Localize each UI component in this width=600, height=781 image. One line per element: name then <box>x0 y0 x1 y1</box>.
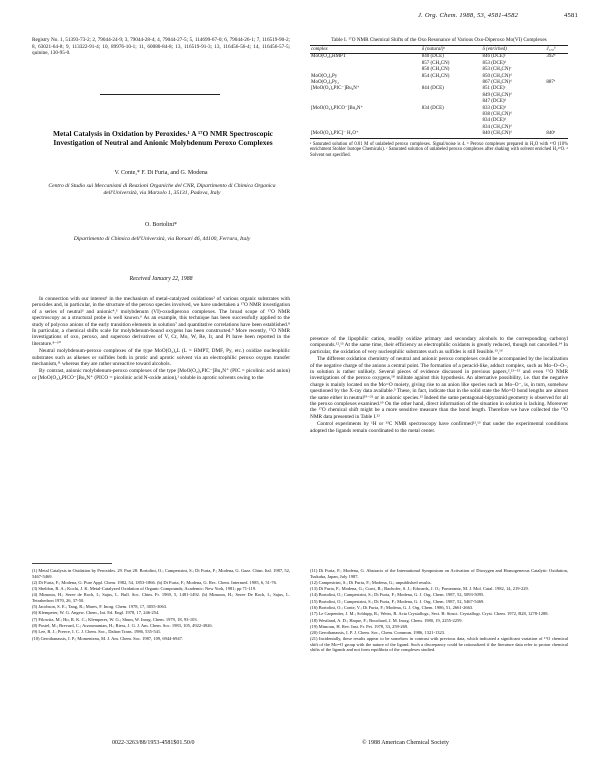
table-caption: Table I. ¹⁷O NMR Chemical Shifts of the Oxo Resonance of Various Oxo-Diperoxo Mo(VI) Complexes <box>331 37 547 43</box>
footnote: (3) Sheldon, R. A.; Kochi, J. K. Metal-Catalyzed Oxidation of Organic Compounds; Academic: New York, 1981; pp 71-119. <box>32 586 257 592</box>
second-author: O. Bortolini* <box>144 222 177 228</box>
body-right-column <box>310 336 568 435</box>
footnotes-left <box>32 568 290 642</box>
table-cell: 844 (DCE) <box>421 86 444 92</box>
column-header: δ (natural)ᵃ <box>421 46 482 54</box>
paragraph: presence of the lipophilic cation, readily oxidize primary and secondary alcohols to the corresponding carbonyl compounds.¹²,¹³ At the same time, their efficiency as electrophilic oxidants is greatly reduced, though not cancelled.¹⁴ In particular, the oxidation of very nucleophilic substrates such as sulfides is still feasible.¹⁵,¹⁶ <box>310 336 568 355</box>
registry-numbers: Registry No. 1, 51393-73-2; 2, 79044-24-9; 3, 79044-28-4; 4, 79044-27-5; 5, 114699-67-0; 6, 79044-26-1; 7, 116519-90-2; 8, 63021-64-8; 9, 113322-91-4; 10, 89976-10-1; 11, 60080-84-8; 13, 116519-91-3; 13, 116456-56-4; 14, 116456-57-5; quinine, 130-95-0. <box>32 37 290 56</box>
column-header: complex <box>310 46 421 54</box>
table-cell: [MoO(O₂)₂PIC⁻]Bu₄N⁺ <box>311 86 360 92</box>
footnote: (12) Campestrini, S.; Di Furia, F.; Modena, G.; unpublished results. <box>310 579 432 585</box>
footnote-divider <box>32 563 112 564</box>
footnote: (19) Mimoun, H. Rev. Inst. Fr. Pet. 1978, 33, 259-269. <box>310 623 409 629</box>
section-divider <box>100 94 220 95</box>
footnote: (16) Bortolini, O.; Conte, V.; Di Furia, F.; Modena, G. J. Org. Chem. 1986, 51, 2661-2663. <box>310 604 474 610</box>
table-cell: 838 (CH₃CN)ᵈ <box>482 112 512 118</box>
table-cell: 850 (CH₃CN)ᵈ <box>482 73 512 79</box>
table-cell: 853 (DCE)ᵈ <box>482 60 507 66</box>
footnotes-right <box>310 568 568 654</box>
paragraph: By contrast, anionic molybdenum-peroxo complexes of the type [MoO(O₂)₂PIC⁻]Bu₄N⁺ (PIC = picolinic acid anion) or [MoO(O₂)₂PICO⁻]Bu₄N⁺ (PICO = picolinic acid N-oxide anion),¹ soluble in aprotic solvents owing to the <box>32 368 290 381</box>
paragraph: The different oxidation chemistry of neutral and anionic peroxo complexes could be accompanied by the localization of the negative charge of the anions a central point. The formation of a peracid-like, adduct complex, such as Mo–O–O–, in solution is rather unlikely. Several pieces of evidence discussed in previous papers,²,¹³⁻¹⁵ and even ¹⁷O NMR investigations of the peroxo oxygens,¹⁸ militate against this hypothesis. An alternative possibility, i.e. that the negative charge is mainly located on the Mo=O moiety, giving rise to an anion like species such as Mo–O⁻, is, in turn, somehow questioned by the X-ray data available.³ These, in fact, indicate that in the solid state the Mo=O bond lengths are almost the same either in neutral¹⁹⁻²¹ or in anionic species.¹³ Indeed the same pentagonal-bipyramid geometry is observed for all the peroxo complexes examined.¹⁹ On the other hand, direct information of the situation in solution is lacking. Moreover the ¹⁷O chemical shift might be a more sensitive measure than the bond length. Therefore we have collected the ¹⁷O NMR data presented in Table I.²² <box>310 356 568 420</box>
table-cell: 392ᵈ <box>546 54 556 60</box>
data-table <box>310 45 568 138</box>
footnote: (15) Bortolini, O.; Campestrini, S.; Di Furia, F.; Modena, G. J. Org. Chem. 1987, 52, 5467-5469. <box>310 598 485 604</box>
table-cell: 846 (DCE)ᶜ <box>482 54 506 60</box>
footnote: (1) Metal Catalysis in Oxidation by Peroxides. 29. Part 28: Bortolini, O.; Campestrini, S.; Di Furia, F.; Modena, G. Gazz. Chim. Ital. 1987, 52, 5467-5469. <box>32 568 290 579</box>
table-cell <box>421 131 482 138</box>
copyright: © 1988 American Chemical Society <box>362 740 449 746</box>
footnote: (4) Mimoun, H.; Seree de Roch, I.; Sajus, L. Bull. Soc. Chim. Fr. 1969, 5, 1481-1492. (b) Mimoun, H.; Seree De Roch, I.; Sajus, L. Tetrahedron 1970, 26, 37-50. <box>32 592 290 603</box>
table-cell: [MoO(O₂)₂PIC]⁻ H₃O⁺ <box>310 131 421 138</box>
table-cell: 867 (CH₃CN)ᵈ <box>482 80 512 86</box>
article-title: Metal Catalysis in Oxidation by Peroxides.¹ A ¹⁷O NMR Spectroscopic Investigation of Neutral and Anionic Molybdenum Peroxo Complexes <box>53 129 273 147</box>
footnote: (9) Lee, R. J.; Preece, I. C. J. Chem. Soc., Dalton Trans. 1986, 535-541. <box>32 629 162 635</box>
paragraph: In connection with our interest¹ in the mechanism of metal-catalyzed oxidations² of various organic substrates with peroxides and, in particular, in the structure of the peroxo species involved, we have undertaken a ¹⁷O NMR investigation of a series of neutral³ and anionic⁴,⁵ molybdenum (VI)-oxodiperoxo complexes. The broad scope of ¹⁷O NMR spectroscopy as a structural probe is well known.⁶ As an example, this technique has been successfully applied to the study of polyoxo anions of the early transition elements in solution⁷ and quantitative correlations have been established.⁸ In particular, a chemical shifts scale for molybdenum-bound oxygens has been constructed.⁹ More recently, ¹⁷O NMR investigations of oxo, peroxo, and superoxo derivatives of V, Cr, Mo, W, Re, Ir, and Pt have been reported in the literature.⁸⁻¹⁰ <box>32 296 290 347</box>
footnote: (6) Klemperer, W. G. Angew. Chem., Int. Ed. Engl. 1978, 17, 246-254. <box>32 610 160 616</box>
table-cell: 840 (DCE) <box>421 54 444 60</box>
footnote: (5) Jacobson, S. E.; Tang, R.; Mares, F. Inorg. Chem. 1978, 17, 3055-3063. <box>32 604 168 610</box>
authors: V. Conte,* F. Di Furia, and G. Modena <box>114 170 208 176</box>
footnote: (10) Gerothanassis, I. P.; Momenteau, M. J. Am. Chem. Soc. 1987, 109, 6944-6947. <box>32 635 183 641</box>
table-cell: 849 (CH₃CN)ᵈ <box>482 92 512 98</box>
table-cell: 834 (DCE) <box>421 105 444 111</box>
table-cell: 847 (DCE)ᵈ <box>482 99 507 105</box>
footnote: (20) Gerothanassis, I. P. J. Chem. Soc., Chem. Commun. 1986, 1321-1323. <box>310 630 446 636</box>
footnote: (21) Incidentally, these results appear to be somehow in contrast with previous data, which indicated a significant variation of ¹⁷O chemical shift of the Mo=O group with the nature of the ligand. Such a discrepancy could be rationalized if the literature data refer to proton chemical shifts of the ligands and not from equilibria of the complexes studied. <box>310 636 568 653</box>
table-cell: 857 (CH₃CN) <box>421 60 450 66</box>
footnote: (17) Le Carpentier, J. M.; Schlupp, R.; Weiss, R. Acta Crystallogr., Sect. B: Struct. Crystallogr. Cryst. Chem. 1972, B28, 1278-1288. <box>310 611 549 617</box>
footnote: (11) Di Furia, F.; Modena, G. Abstracts of the International Symposium on Activation of Dioxygen and Homogeneous Catalytic Oxidation, Tsukuba, Japan, July 1987. <box>310 568 568 579</box>
table-cell: 887ᵉ <box>546 80 556 86</box>
affiliation-padova: Centro di Studio sui Meccanismi di Reazioni Organiche del CNR, Dipartimento di Chimica Organica dell'Università, via Marzolo 1, 35131, Padova, Italy <box>48 183 276 196</box>
table-cell: 840 (CH₃CN)ᵈ <box>481 131 545 138</box>
table-cell: 833 (DCE)ᵈ <box>482 105 507 111</box>
footnote: (14) Bortolini, O.; Campestrini, S.; Di Furia, F.; Modena, G. J. Org. Chem. 1987, 52, 5093-5095. <box>310 592 485 598</box>
table-notes: ᵃ Saturated solution of 0.01 M of unlabeled peroxo complexes. Signal/noise is 4. ᵇ Peroxo complexes prepared in H₂O with ¹⁷O (10% enrichment Stohler Isotope Chemicals). ᶜ Saturated solution of unlabeled peroxo complexes after shaking with solvent enriched H₂¹⁷O. ᵈ Solvent not specified. <box>310 141 568 159</box>
paragraph: Control experiments by ¹H or ¹³C NMR spectroscopy have confirmed¹²,¹³ that under the experimental conditions adopted the ligands remain coordinated to the metal center. <box>310 421 568 434</box>
table-row <box>310 54 568 61</box>
table-header-row <box>310 46 568 54</box>
table-cell: [MoO(O₂)₂PICO⁻]Bu₄N⁺ <box>311 105 364 111</box>
column-header: J₁₇₀ᵇ <box>545 46 568 54</box>
column-header: δ (enriched) <box>481 46 545 54</box>
table-cell: MoO(O₂)₂Py₂ <box>311 80 340 86</box>
running-header <box>418 12 578 19</box>
footnote: (13) Di Furia, F.; Modena, G.; Curci, R.; Bachofer, S. J.; Edwards, J. O.; Pomerantz, M. J. Mol. Catal. 1982, 14, 219-229. <box>310 586 529 592</box>
affiliation-ferrara: Dipartimento di Chimica dell'Università, via Borsari 46, 44100, Ferrara, Italy <box>73 236 251 242</box>
body-left-column <box>32 296 290 382</box>
table-cell: 851 (DCE)ᶜ <box>482 86 506 92</box>
footnote: (2) Di Furia, F.; Modena, G. Pure Appl. Chem. 1982, 54, 1853-1866. (b) Di Furia, F.; Modena, G. Rec. Chem. Intermed. 1985, 6, 51-76. <box>32 579 278 585</box>
table-cell: 834 (DCE)ᵈ <box>482 118 507 124</box>
table-cell: 854 (CH₃CN) <box>421 73 450 79</box>
table-row <box>310 131 568 138</box>
article-code: 0022-3263/88/1953-4581$01.50/0 <box>112 740 195 746</box>
footnote: (8) Postel, M.; Brevard, C.; Arzoumanian, H.; Riess, J. G. J. Am. Chem. Soc. 1983, 105, 4922-4926. <box>32 623 213 629</box>
received-date: Received January 22, 1988 <box>129 276 193 282</box>
table-cell: 834 (CH₃CN)ᵈ <box>482 124 512 130</box>
table-cell: MoO(O₂)₂Py <box>311 73 338 79</box>
footnote: (18) Westland, A. D.; Haque, F.; Bouchard, J. M. Inorg. Chem. 1980, 19, 2255-2259. <box>310 617 463 623</box>
paragraph: Neutral molybdenum-peroxo complexes of the type MoO(O₂)₂L (L = HMPT, DMF, Py, etc.) oxidize nucleophilic substrates such as alkenes or sulfides both in protic and aprotic solvent via an electrophilic peroxo oxygen transfer mechanism,¹¹ whereas they are rather unreactive toward alcohols. <box>32 348 290 368</box>
journal-citation: J. Org. Chem. 1988, 53, 4581-4582 <box>418 12 519 19</box>
page-number: 4581 <box>564 12 578 19</box>
table-cell: 840ᵉ <box>545 131 568 138</box>
table-cell: 850 (CH₃CN) <box>421 67 450 73</box>
table-cell: 853 (CH₃CN)ᶜ <box>482 67 512 73</box>
footnote: (7) Filowitz, M.; Ho, R. K. C.; Klemperer, W. G.; Shum, W. Inorg. Chem. 1979, 18, 93-103. <box>32 616 198 622</box>
table-cell: MoO(O₂)₂HMPT <box>311 54 346 60</box>
table-1 <box>310 37 568 159</box>
